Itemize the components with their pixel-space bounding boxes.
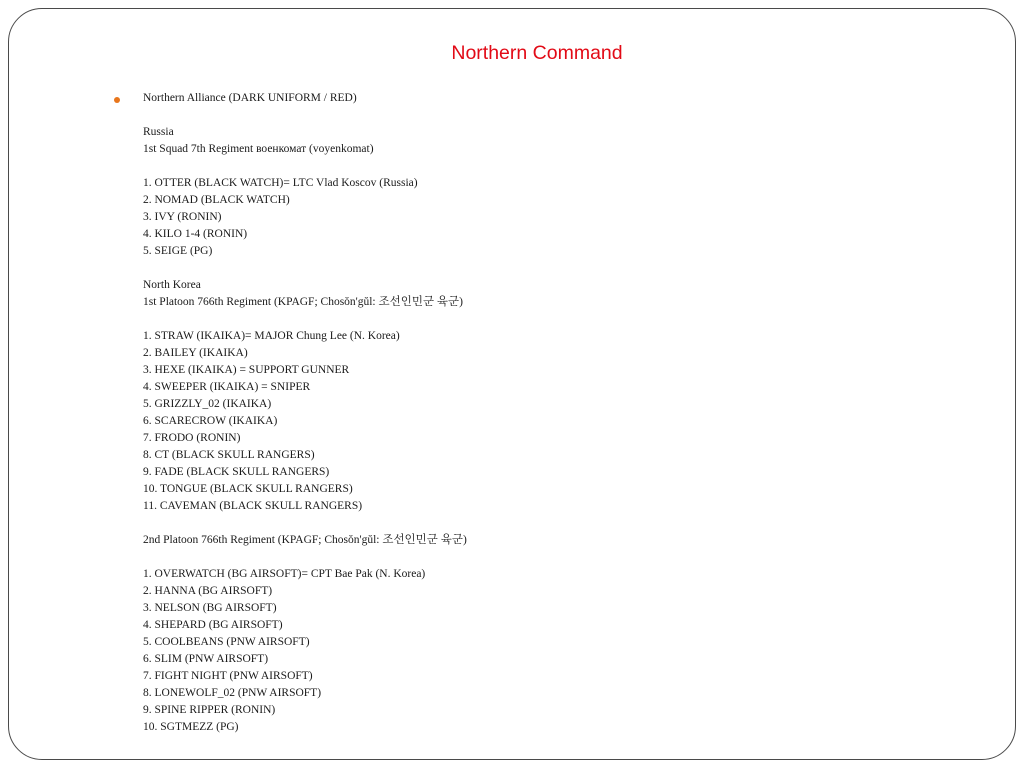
- roster-line: 5. GRIZZLY_02 (IKAIKA): [143, 398, 272, 410]
- roster-line: 7. FRODO (RONIN): [143, 432, 241, 444]
- roster-line: 8. LONEWOLF_02 (PNW AIRSOFT): [143, 687, 322, 699]
- roster-line: 3. HEXE (IKAIKA) = SUPPORT GUNNER: [143, 364, 350, 376]
- roster-line: 2. NOMAD (BLACK WATCH): [143, 194, 290, 206]
- roster-line: 1st Squad 7th Regiment военкомат (voyenkomat): [143, 143, 374, 155]
- roster-line: 10. SGTMEZZ (PG): [143, 721, 239, 733]
- roster-line: 5. SEIGE (PG): [143, 245, 213, 257]
- roster-line: 2. BAILEY (IKAIKA): [143, 347, 248, 359]
- roster-line: 6. SCARECROW (IKAIKA): [143, 415, 278, 427]
- roster-line: 1. OVERWATCH (BG AIRSOFT)= CPT Bae Pak (N. Korea): [143, 568, 426, 580]
- roster-line: 1. OTTER (BLACK WATCH)= LTC Vlad Koscov (Russia): [143, 177, 418, 189]
- roster-line: 4. KILO 1-4 (RONIN): [143, 228, 248, 240]
- roster-line: 4. SWEEPER (IKAIKA) = SNIPER: [143, 381, 311, 393]
- roster-list: [143, 90, 943, 736]
- bullet-dot: [114, 97, 120, 103]
- roster-line: 10. TONGUE (BLACK SKULL RANGERS): [143, 483, 353, 495]
- roster-line: 3. IVY (RONIN): [143, 211, 222, 223]
- roster-line: 2nd Platoon 766th Regiment (KPAGF; Chosŏn'gŭl: 조선인민군 육군): [143, 534, 467, 546]
- roster-line: North Korea: [143, 279, 201, 291]
- roster-line: 11. CAVEMAN (BLACK SKULL RANGERS): [143, 500, 363, 512]
- blank-line: [143, 515, 943, 532]
- blank-line: [143, 158, 943, 175]
- roster-line: Northern Alliance (DARK UNIFORM / RED): [143, 92, 357, 104]
- roster-line: 4. SHEPARD (BG AIRSOFT): [143, 619, 283, 631]
- blank-line: [143, 107, 943, 124]
- roster-line: 8. CT (BLACK SKULL RANGERS): [143, 449, 315, 461]
- roster-line: 2. HANNA (BG AIRSOFT): [143, 585, 273, 597]
- roster-line: 1. STRAW (IKAIKA)= MAJOR Chung Lee (N. Korea): [143, 330, 400, 342]
- roster-line: 6. SLIM (PNW AIRSOFT): [143, 653, 269, 665]
- roster-line: Russia: [143, 126, 174, 138]
- slide-title: Northern Command: [451, 42, 623, 64]
- roster-line: 1st Platoon 766th Regiment (KPAGF; Chosŏn'gŭl: 조선인민군 육군): [143, 296, 463, 308]
- roster-line: 3. NELSON (BG AIRSOFT): [143, 602, 277, 614]
- blank-line: [143, 549, 943, 566]
- roster-line: 5. COOLBEANS (PNW AIRSOFT): [143, 636, 310, 648]
- roster-line: 9. FADE (BLACK SKULL RANGERS): [143, 466, 330, 478]
- roster-line: 7. FIGHT NIGHT (PNW AIRSOFT): [143, 670, 313, 682]
- roster-line: 9. SPINE RIPPER (RONIN): [143, 704, 276, 716]
- blank-line: [143, 311, 943, 328]
- blank-line: [143, 260, 943, 277]
